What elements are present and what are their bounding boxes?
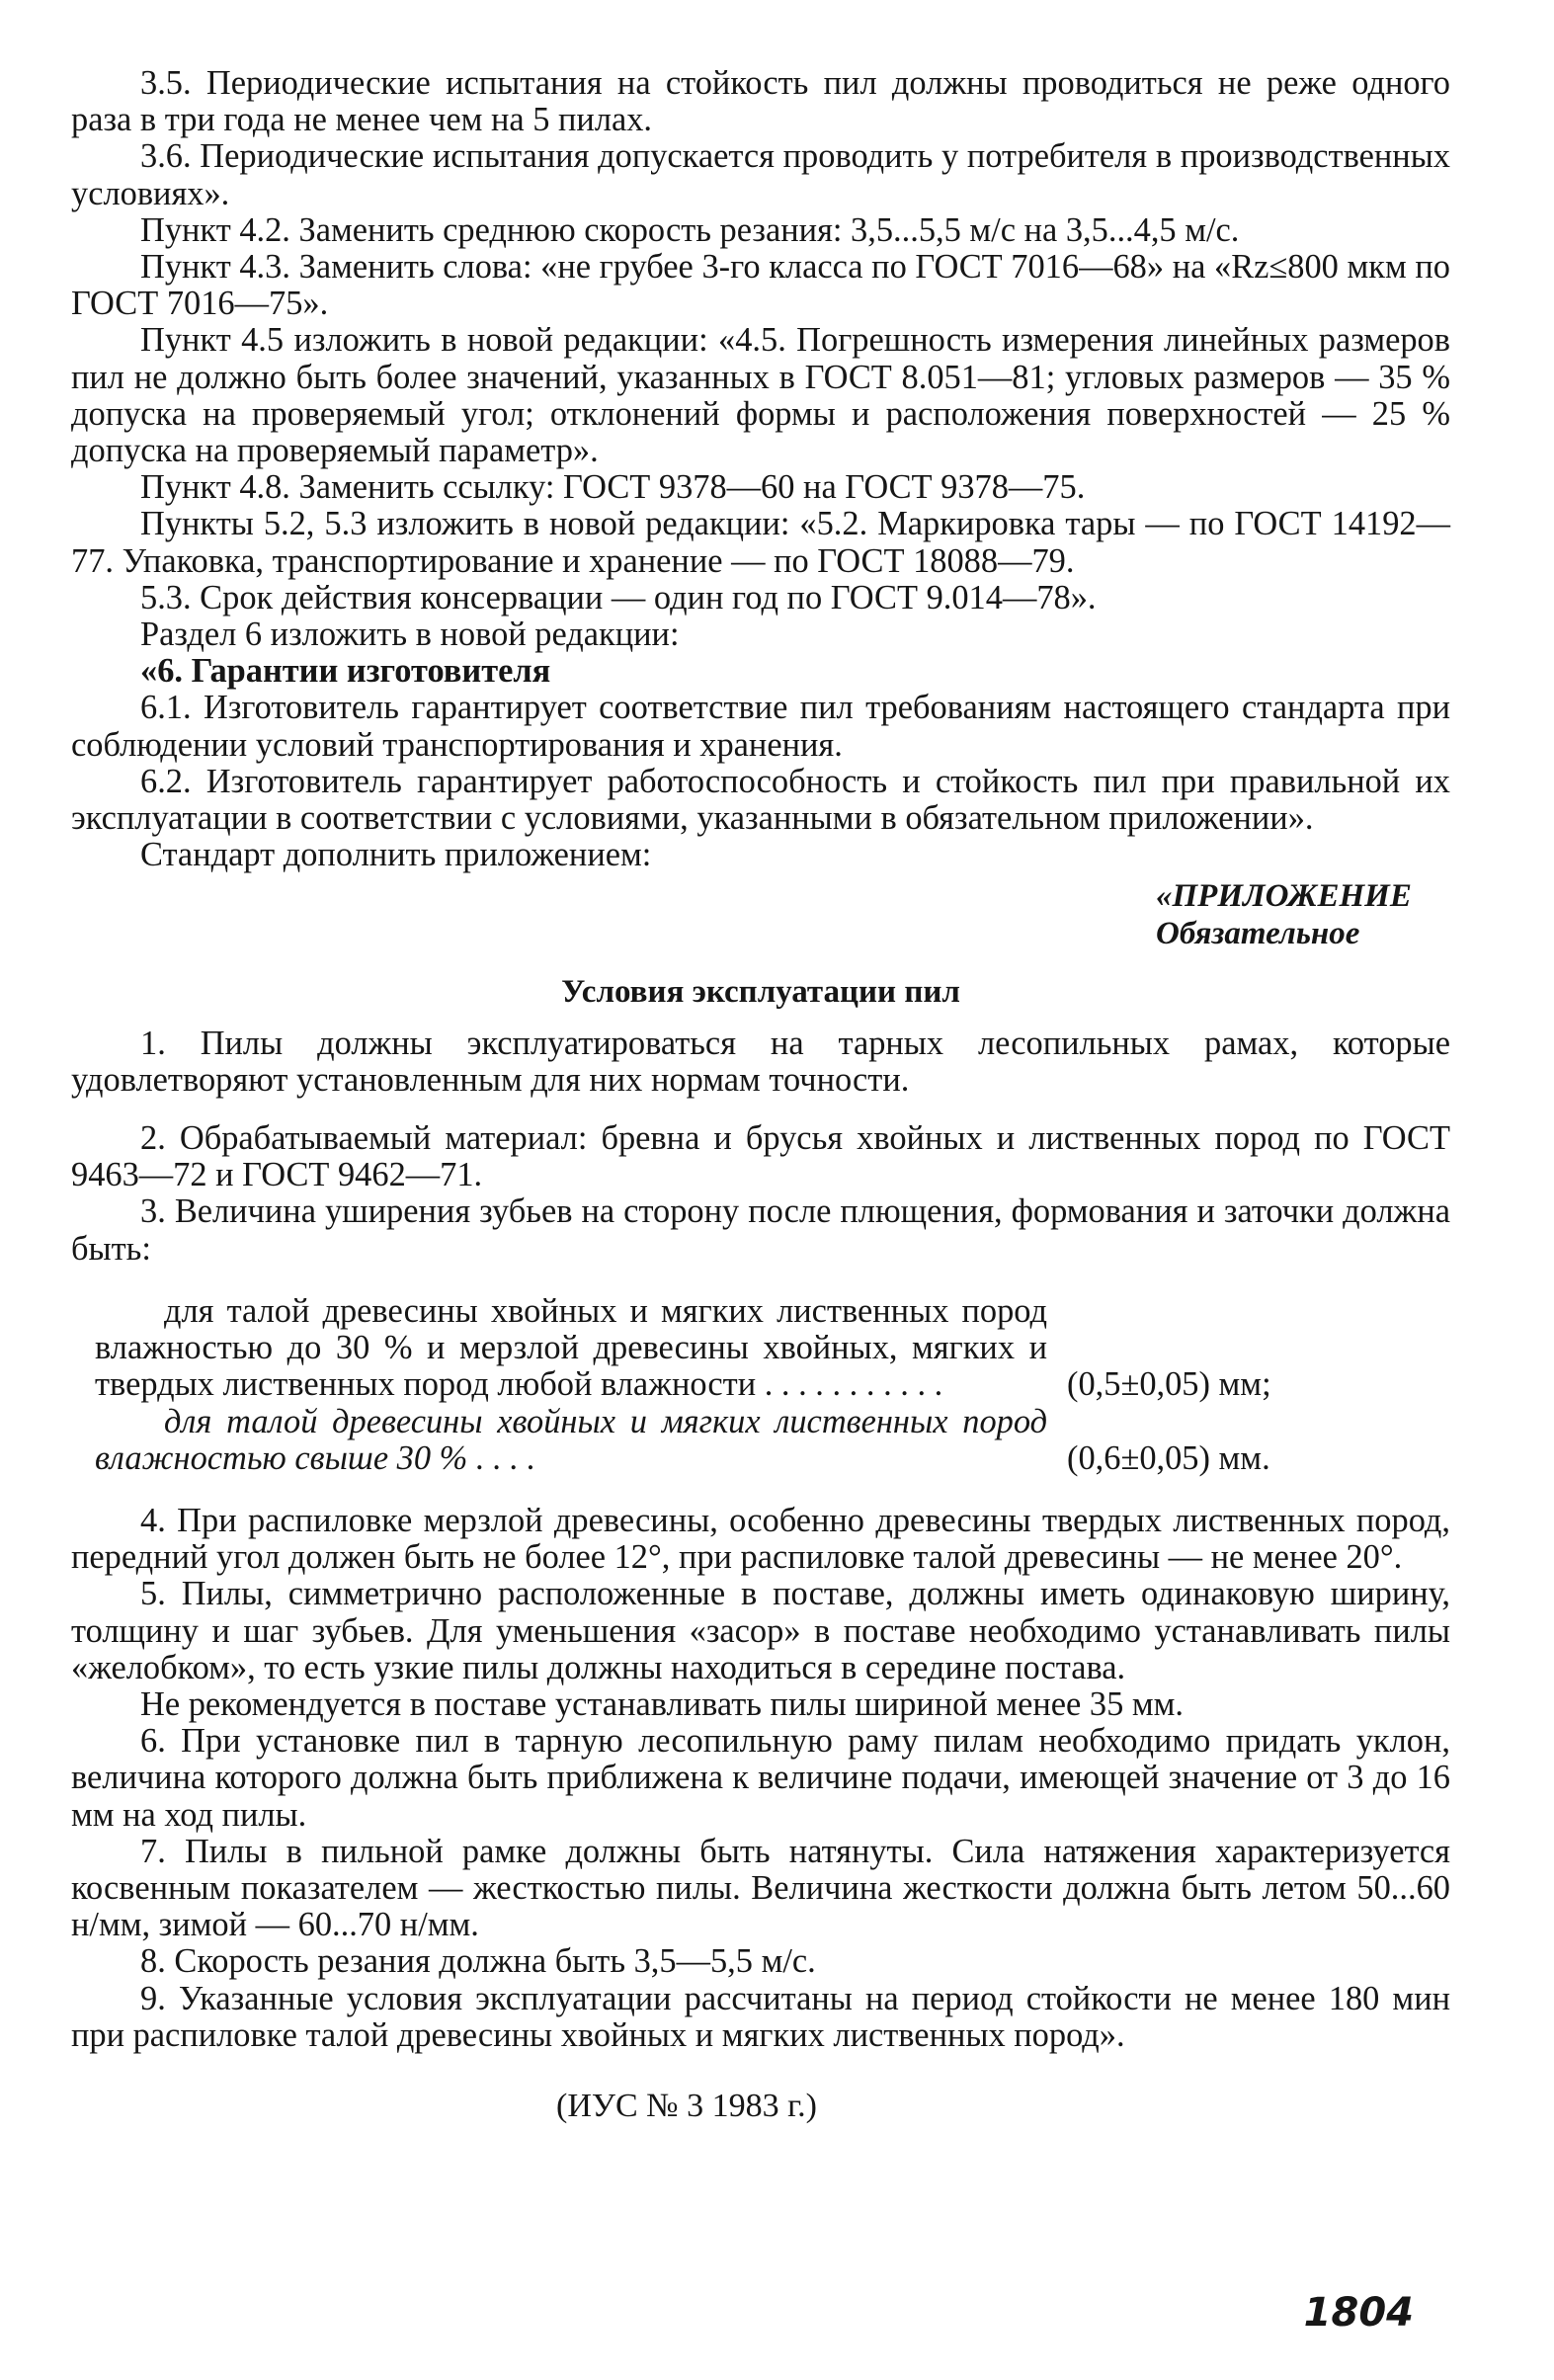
paragraph-4-8: Пункт 4.8. Заменить ссылку: ГОСТ 9378—60 на ГОСТ 9378—75. — [140, 468, 1086, 507]
paragraph-5-2: Пункты 5.2, 5.3 изложить в новой редакции: «5.2. Маркировка тары — по ГОСТ 14192—77. Упаковка, транспортирование и хранение — по ГОСТ 18088—79. — [71, 505, 1450, 580]
condition-4: 4. При распиловке мерзлой древесины, особенно древесины твердых лиственных пород, передний угол должен быть не более 12°, при распиловке талой древесины — не менее 20°. — [71, 1501, 1450, 1577]
footer-source: (ИУС № 3 1983 г.) — [556, 2087, 817, 2124]
paragraph-3-5: 3.5. Периодические испытания на стойкость пил должны проводиться не реже одного раза в три года не менее чем на 5 пилах. — [71, 64, 1450, 139]
annex-status: Обязательное — [1156, 916, 1360, 952]
condition-5-note: Не рекомендуется в поставе устанавливать пилы шириной менее 35 мм. — [140, 1684, 1184, 1723]
annex-heading: Условия эксплуатации пил — [561, 974, 960, 1011]
paragraph-5-3: 5.3. Срок действия консервации — один год по ГОСТ 9.014—78». — [140, 578, 1097, 616]
condition-5: 5. Пилы, симметрично расположенные в поставе, должны иметь одинаковую ширину, толщину и шаг зубьев. Для уменьшения «засор» в поставе необходимо устанавливать пилы «желобком», то есть узкие пилы должны находиться в середине постава. — [71, 1575, 1450, 1686]
condition-8: 8. Скорость резания должна быть 3,5—5,5 м/с. — [140, 1942, 816, 1981]
condition-9: 9. Указанные условия эксплуатации рассчитаны на период стойкости не менее 180 мин при распиловке талой древесины хвойных и мягких лиственных пород». — [71, 1979, 1450, 2054]
tooth-width-row — [95, 1404, 1450, 1477]
supplement-line: Стандарт дополнить приложением: — [140, 836, 652, 874]
annex-label-block — [1156, 877, 1450, 952]
condition-7: 7. Пилы в пильной рамке должны быть натянуты. Сила натяжения характеризуется косвенным показателем — жесткостью пилы. Величина жесткости должна быть летом 50...60 н/мм, зимой — 60...70 н/мм. — [71, 1832, 1450, 1944]
tooth-width-row — [95, 1293, 1450, 1404]
paragraph-4-2: Пункт 4.2. Заменить среднюю скорость резания: 3,5...5,5 м/с на 3,5...4,5 м/с. — [140, 210, 1240, 249]
document-page — [71, 65, 1450, 2124]
tooth-width-value: (0,5±0,05) мм; — [1067, 1365, 1271, 1404]
page-number: 1804 — [1303, 2290, 1414, 2336]
tooth-width-condition: для талой древесины хвойных и мягких лиственных пород влажностью свыше 30 % . . . . — [95, 1402, 1047, 1477]
tooth-width-value: (0,6±0,05) мм. — [1067, 1438, 1270, 1477]
paragraph-4-5: Пункт 4.5 изложить в новой редакции: «4.5. Погрешность измерения линейных размеров пил не должно быть более значений, указанных в ГОСТ 8.051—81; угловых размеров — 35 % допуска на проверяемый угол; отклонений формы и расположения поверхностей — 25 % допуска на проверяемый параметр». — [71, 321, 1450, 470]
condition-1: 1. Пилы должны эксплуатироваться на тарных лесопильных рамах, которые удовлетворяют установленным для них нормам точности. — [71, 1024, 1450, 1099]
tooth-width-condition: для талой древесины хвойных и мягких лиственных пород влажностью до 30 % и мерзлой древесины хвойных, мягких и твердых лиственных пород любой влажности . . . . . . . . . . . — [95, 1291, 1047, 1404]
paragraph-section-6-intro: Раздел 6 изложить в новой редакции: — [140, 616, 680, 654]
section-6-title: «6. Гарантии изготовителя — [140, 652, 551, 691]
paragraph-6-1: 6.1. Изготовитель гарантирует соответствие пил требованиям настоящего стандарта при соблюдении условий транспортирования и хранения. — [71, 689, 1450, 764]
paragraph-3-6: 3.6. Периодические испытания допускается проводить у потребителя в производственных условиях». — [71, 137, 1450, 212]
tooth-width-table — [95, 1293, 1450, 1477]
paragraph-6-2: 6.2. Изготовитель гарантирует работоспособность и стойкость пил при правильной их эксплуатации в соответствии с условиями, указанными в обязательном приложении». — [71, 762, 1450, 838]
paragraph-4-3: Пункт 4.3. Заменить слова: «не грубее 3-го класса по ГОСТ 7016—68» на «Rz≤800 мкм по ГОСТ 7016—75». — [71, 248, 1450, 323]
condition-2: 2. Обрабатываемый материал: бревна и брусья хвойных и лиственных пород по ГОСТ 9463—72 и ГОСТ 9462—71. — [71, 1119, 1450, 1194]
condition-6: 6. При установке пил в тарную лесопильную раму пилам необходимо придать уклон, величина которого должна быть приближена к величине подачи, имеющей значение от 3 до 16 мм на ход пилы. — [71, 1722, 1450, 1834]
annex-label: «ПРИЛОЖЕНИЕ — [1156, 878, 1412, 915]
condition-3: 3. Величина уширения зубьев на сторону после плющения, формования и заточки должна быть: — [71, 1192, 1450, 1268]
